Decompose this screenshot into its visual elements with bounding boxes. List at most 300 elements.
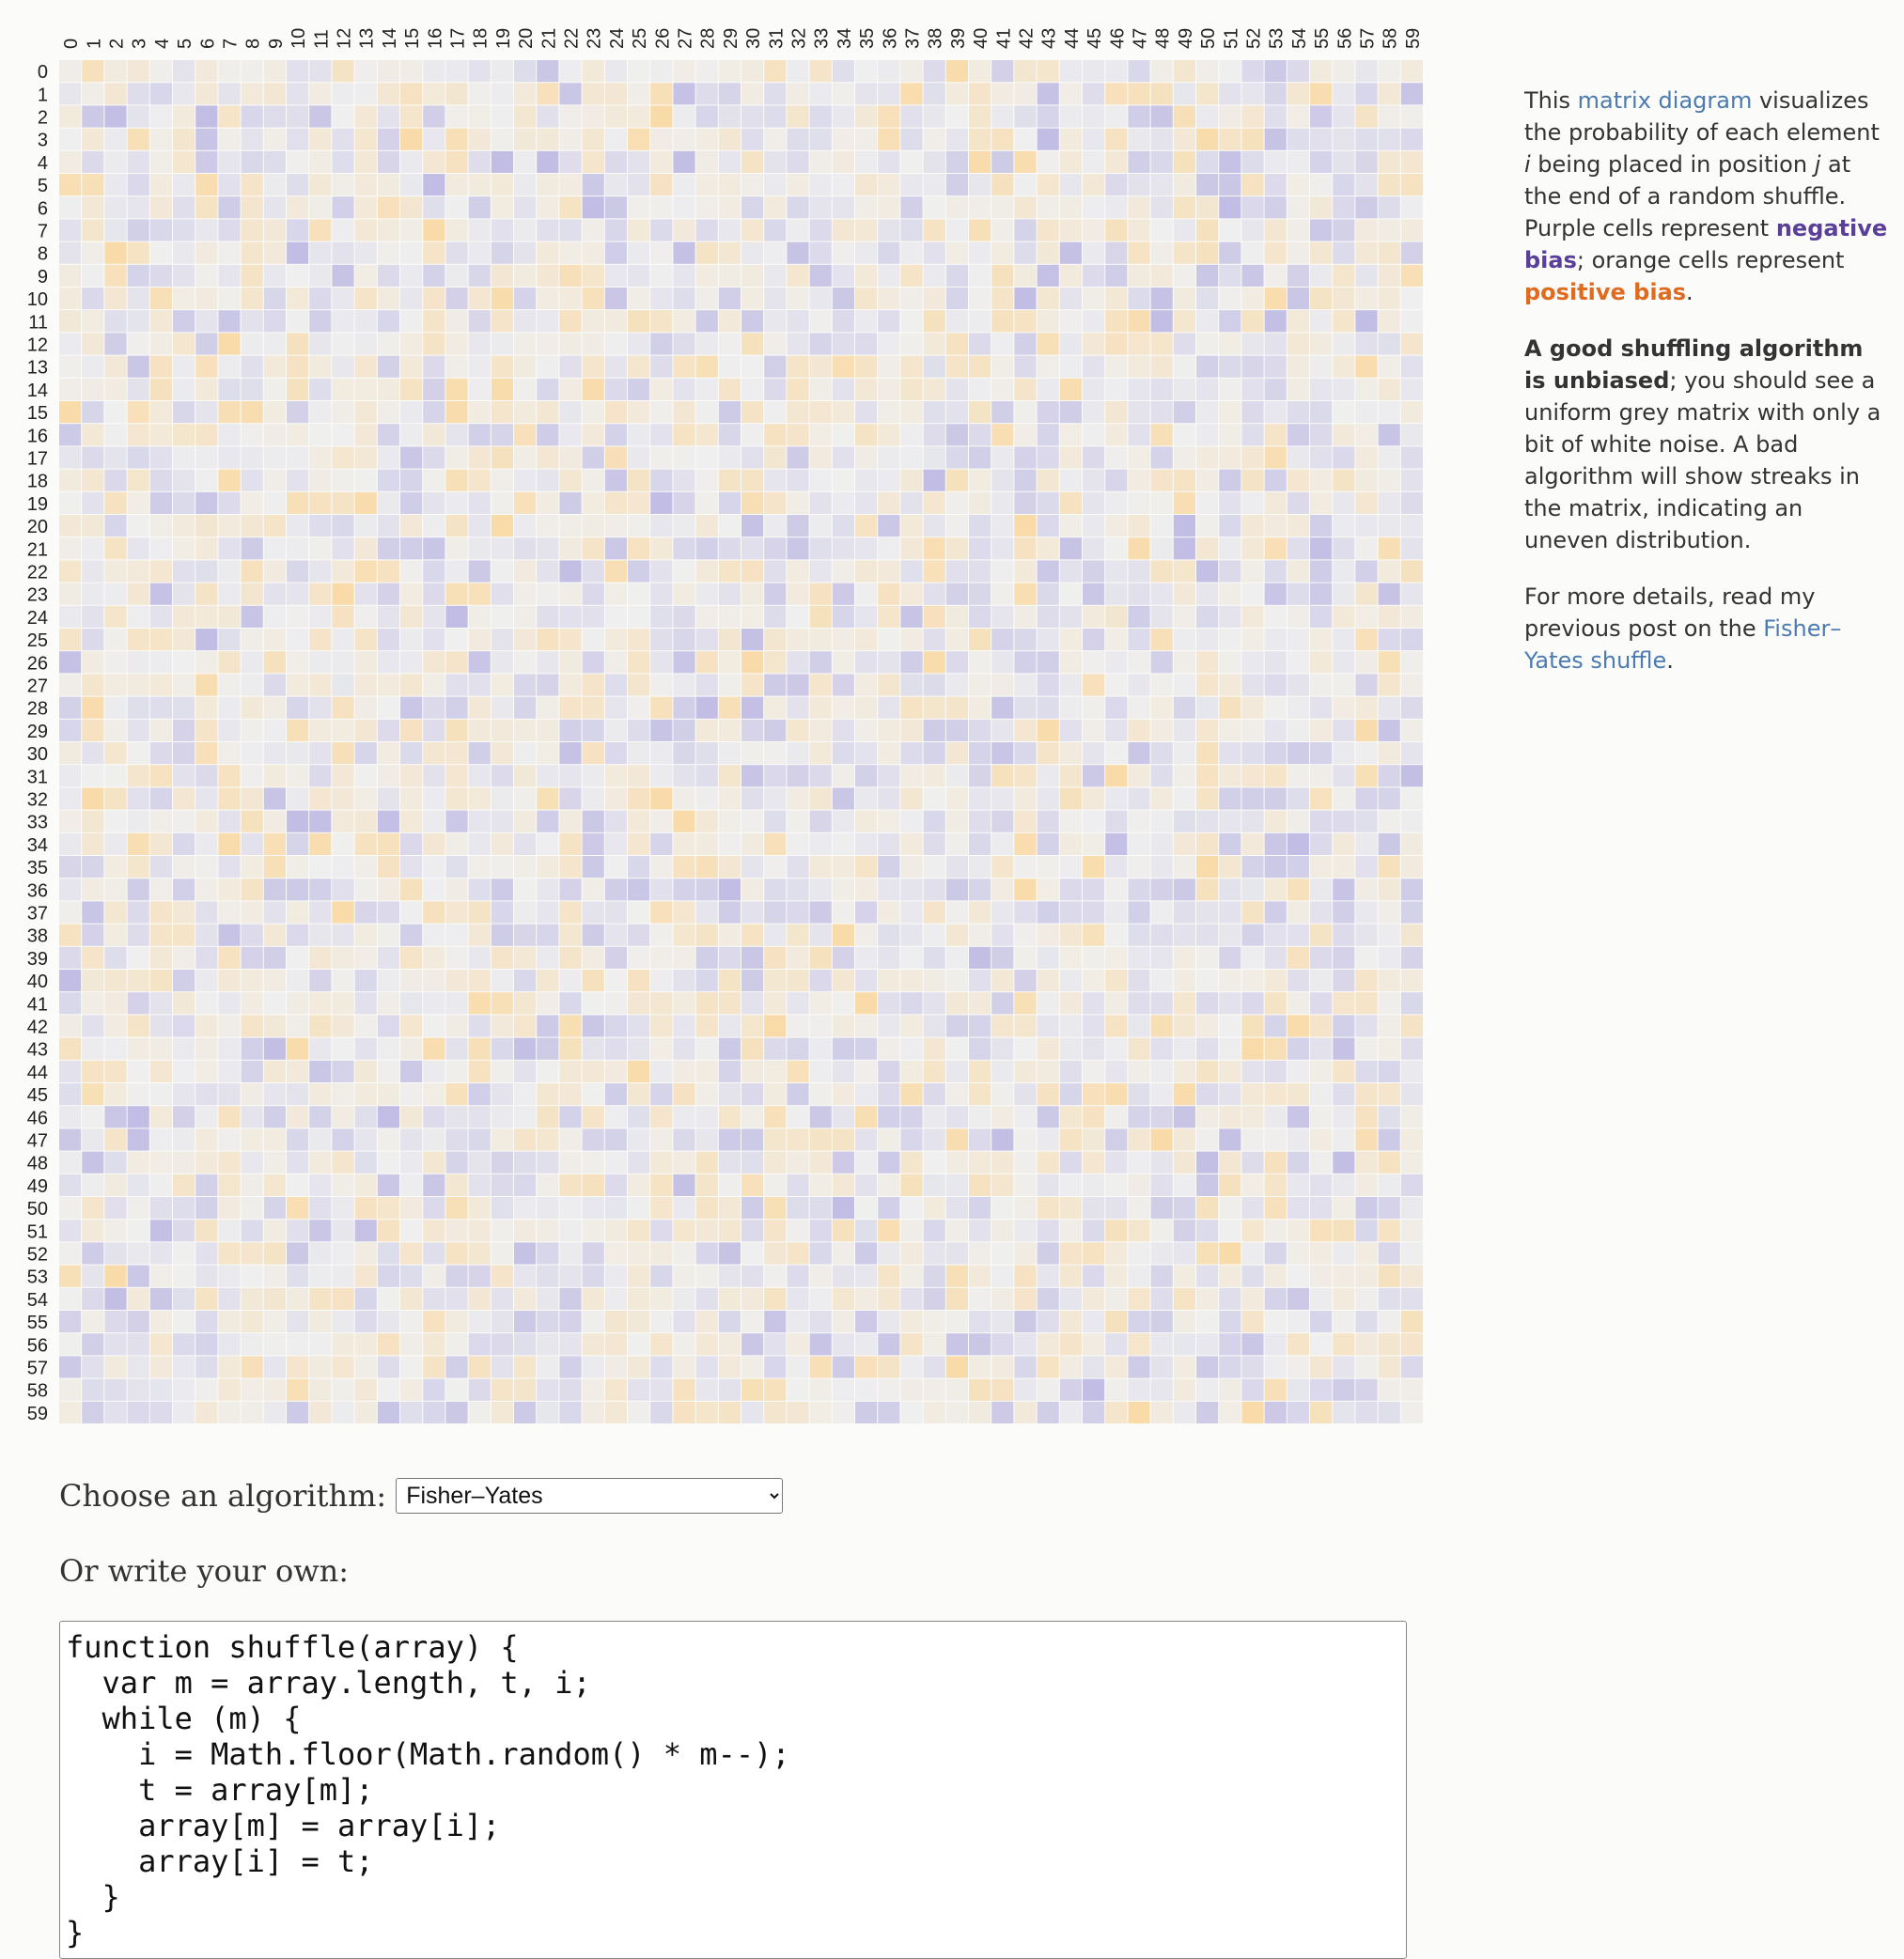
matrix-cell xyxy=(855,515,877,536)
matrix-cell xyxy=(1265,333,1287,354)
matrix-cell xyxy=(583,265,604,287)
matrix-cell xyxy=(82,105,103,127)
matrix-cell xyxy=(991,606,1013,628)
matrix-cell xyxy=(218,970,240,991)
matrix-cell xyxy=(696,492,718,514)
matrix-cell xyxy=(1241,1311,1263,1332)
matrix-cell xyxy=(82,537,103,559)
matrix-cell xyxy=(969,583,991,605)
matrix-cell xyxy=(1083,1356,1104,1377)
matrix-cell xyxy=(810,401,832,423)
matrix-cell xyxy=(150,1266,172,1287)
matrix-cell xyxy=(833,60,854,82)
matrix-cell xyxy=(400,356,422,378)
matrix-cell xyxy=(1379,947,1400,969)
matrix-cell xyxy=(810,1402,832,1423)
matrix-cell xyxy=(59,856,81,878)
matrix-cell xyxy=(128,742,149,764)
matrix-cell xyxy=(173,242,195,264)
matrix-cell xyxy=(1265,1197,1287,1219)
matrix-cell xyxy=(1038,492,1059,514)
matrix-cell xyxy=(173,151,195,173)
matrix-cell xyxy=(855,878,877,900)
matrix-cell xyxy=(1060,242,1082,264)
matrix-cell xyxy=(1219,1128,1241,1150)
matrix-cell xyxy=(173,515,195,536)
matrix-cell xyxy=(104,606,126,628)
matrix-cell xyxy=(787,856,808,878)
matrix-cell xyxy=(492,242,513,264)
matrix-cell xyxy=(878,265,899,287)
matrix-cell xyxy=(810,811,832,832)
matrix-cell xyxy=(696,1152,718,1174)
matrix-cell xyxy=(287,242,308,264)
matrix-cell xyxy=(1241,470,1263,491)
matrix-cell xyxy=(400,970,422,991)
matrix-cell xyxy=(741,470,763,491)
matrix-cell xyxy=(810,1152,832,1174)
matrix-cell xyxy=(1014,1174,1036,1196)
matrix-cell xyxy=(605,560,627,582)
matrix-cell xyxy=(128,515,149,536)
matrix-cell xyxy=(628,1061,649,1082)
matrix-cell xyxy=(1333,333,1354,354)
matrix-cell xyxy=(1083,901,1104,923)
matrix-cell xyxy=(810,606,832,628)
matrix-cell xyxy=(1174,583,1195,605)
matrix-cell xyxy=(1105,1038,1127,1060)
matrix-cell xyxy=(1401,60,1423,82)
matrix-cell xyxy=(1288,1015,1309,1036)
matrix-cell xyxy=(559,492,581,514)
matrix-cell xyxy=(833,446,854,468)
matrix-cell xyxy=(969,856,991,878)
matrix-cell xyxy=(400,878,422,900)
row-label: 15 xyxy=(26,403,48,425)
matrix-cell xyxy=(173,446,195,468)
matrix-cell xyxy=(1128,470,1149,491)
matrix-cell xyxy=(1265,196,1287,218)
matrix-cell xyxy=(1355,1038,1377,1060)
matrix-cell xyxy=(104,1266,126,1287)
matrix-cell xyxy=(1288,878,1309,900)
matrix-cell xyxy=(242,697,263,719)
matrix-cell xyxy=(492,1402,513,1423)
matrix-cell xyxy=(492,310,513,332)
matrix-cell xyxy=(559,856,581,878)
matrix-cell xyxy=(1355,424,1377,445)
matrix-cell xyxy=(469,833,491,855)
matrix-cell xyxy=(1401,1356,1423,1377)
matrix-cell xyxy=(833,1356,854,1377)
matrix-cell xyxy=(991,1061,1013,1082)
matrix-cell xyxy=(104,219,126,241)
matrix-cell xyxy=(1128,1015,1149,1036)
matrix-cell xyxy=(400,901,422,923)
matrix-cell xyxy=(764,265,786,287)
matrix-cell xyxy=(878,970,899,991)
matrix-cell xyxy=(833,515,854,536)
matrix-cell xyxy=(605,606,627,628)
matrix-cell xyxy=(969,537,991,559)
matrix-cell xyxy=(1196,1083,1218,1105)
matrix-cell xyxy=(128,242,149,264)
matrix-cell xyxy=(650,742,672,764)
matrix-cell xyxy=(1014,310,1036,332)
matrix-cell xyxy=(650,242,672,264)
matrix-cell xyxy=(991,60,1013,82)
matrix-cell xyxy=(673,379,694,400)
intro-text: at the end of a random shuffle. Purple cells represent xyxy=(1524,151,1851,241)
matrix-cell xyxy=(1355,1174,1377,1196)
matrix-cell xyxy=(1105,651,1127,673)
matrix-cell xyxy=(1333,1083,1354,1105)
row-label: 3 xyxy=(37,130,48,151)
matrix-cell xyxy=(991,288,1013,309)
matrix-cell xyxy=(1060,60,1082,82)
matrix-cell xyxy=(1355,1128,1377,1150)
matrix-cell xyxy=(1083,492,1104,514)
matrix-cell xyxy=(810,720,832,741)
matrix-cell xyxy=(1379,60,1400,82)
matrix-cell xyxy=(1265,651,1287,673)
matrix-cell xyxy=(855,446,877,468)
matrix-cell xyxy=(673,424,694,445)
matrix-cell xyxy=(242,878,263,900)
matrix-cell xyxy=(264,720,286,741)
matrix-cell xyxy=(1060,901,1082,923)
matrix-cell xyxy=(628,219,649,241)
matrix-cell xyxy=(332,83,353,104)
matrix-cell xyxy=(673,878,694,900)
matrix-cell xyxy=(1128,970,1149,991)
matrix-cell xyxy=(469,1152,491,1174)
matrix-cell xyxy=(583,583,604,605)
matrix-cell xyxy=(787,1083,808,1105)
matrix-cell xyxy=(605,651,627,673)
matrix-cell xyxy=(173,424,195,445)
matrix-cell xyxy=(400,1106,422,1127)
matrix-cell xyxy=(195,1083,217,1105)
matrix-cell xyxy=(469,1242,491,1264)
matrix-cell xyxy=(1355,492,1377,514)
matrix-cell xyxy=(264,1197,286,1219)
matrix-cell xyxy=(59,765,81,786)
matrix-cell xyxy=(1379,720,1400,741)
matrix-cell xyxy=(764,1220,786,1241)
matrix-cell xyxy=(605,1311,627,1332)
matrix-cell xyxy=(900,196,922,218)
matrix-cell xyxy=(264,992,286,1014)
matrix-cell xyxy=(1401,333,1423,354)
matrix-cell xyxy=(423,446,445,468)
matrix-cell xyxy=(1310,765,1332,786)
matrix-cell xyxy=(628,356,649,378)
matrix-cell xyxy=(946,947,968,969)
matrix-cell xyxy=(1401,629,1423,650)
matrix-cell xyxy=(128,1197,149,1219)
matrix-cell xyxy=(810,129,832,150)
matrix-cell xyxy=(969,424,991,445)
matrix-cell xyxy=(1151,1288,1173,1310)
matrix-cell xyxy=(1196,878,1218,900)
matrix-cell xyxy=(583,629,604,650)
matrix-cell xyxy=(969,742,991,764)
matrix-cell xyxy=(104,1128,126,1150)
matrix-cell xyxy=(991,379,1013,400)
matrix-cells xyxy=(59,60,1423,1423)
matrix-cell xyxy=(833,1333,854,1355)
matrix-cell xyxy=(673,219,694,241)
matrix-cell xyxy=(1038,105,1059,127)
matrix-cell xyxy=(1241,583,1263,605)
matrix-cell xyxy=(400,651,422,673)
matrix-cell xyxy=(264,310,286,332)
matrix-cell xyxy=(1128,424,1149,445)
matrix-cell xyxy=(195,765,217,786)
matrix-cell xyxy=(173,1152,195,1174)
matrix-cell xyxy=(514,424,536,445)
matrix-cell xyxy=(445,424,467,445)
matrix-cell xyxy=(628,697,649,719)
matrix-cell xyxy=(1174,401,1195,423)
matrix-cell xyxy=(1083,174,1104,195)
matrix-cell xyxy=(924,560,945,582)
matrix-cell xyxy=(423,242,445,264)
column-label: 56 xyxy=(1334,27,1356,49)
matrix-cell xyxy=(628,1266,649,1287)
matrix-cell xyxy=(969,1038,991,1060)
matrix-cell xyxy=(1379,1015,1400,1036)
matrix-cell xyxy=(605,60,627,82)
matrix-cell xyxy=(696,629,718,650)
algorithm-select[interactable] xyxy=(396,1478,783,1514)
matrix-cell xyxy=(719,878,741,900)
matrix-cell xyxy=(59,697,81,719)
matrix-cell xyxy=(696,242,718,264)
matrix-cell xyxy=(1105,992,1127,1014)
matrix-cell xyxy=(991,856,1013,878)
matrix-cell xyxy=(537,470,558,491)
matrix-cell xyxy=(1310,401,1332,423)
matrix-cell xyxy=(741,947,763,969)
fisher-yates-link[interactable]: Fisher–Yates shuffle xyxy=(1524,615,1842,674)
matrix-cell xyxy=(1038,787,1059,809)
matrix-cell xyxy=(855,720,877,741)
matrix-cell xyxy=(1333,856,1354,878)
matrix-cell xyxy=(1174,265,1195,287)
matrix-cell xyxy=(1265,1220,1287,1241)
matrix-cell xyxy=(128,1015,149,1036)
column-label: 37 xyxy=(902,27,924,49)
matrix-cell xyxy=(900,492,922,514)
matrix-cell xyxy=(878,1015,899,1036)
row-label: 23 xyxy=(26,584,48,606)
matrix-cell xyxy=(400,401,422,423)
matrix-cell xyxy=(1083,992,1104,1014)
matrix-cell xyxy=(1174,515,1195,536)
matrix-cell xyxy=(469,470,491,491)
matrix-cell xyxy=(82,856,103,878)
matrix-cell xyxy=(242,606,263,628)
matrix-cell xyxy=(583,1220,604,1241)
matrix-cell xyxy=(492,83,513,104)
matrix-cell xyxy=(104,1242,126,1264)
matrix-cell xyxy=(1241,1402,1263,1423)
matrix-cell xyxy=(900,1061,922,1082)
matrix-cell xyxy=(1219,811,1241,832)
matrix-cell xyxy=(878,1311,899,1332)
matrix-cell xyxy=(1196,333,1218,354)
matrix-cell xyxy=(1333,1242,1354,1264)
matrix-cell xyxy=(1196,742,1218,764)
matrix-cell xyxy=(1174,537,1195,559)
matrix-cell xyxy=(423,742,445,764)
matrix-cell xyxy=(82,1152,103,1174)
matrix-cell xyxy=(1151,720,1173,741)
matrix-cell xyxy=(924,901,945,923)
matrix-cell xyxy=(173,1106,195,1127)
matrix-cell xyxy=(150,470,172,491)
matrix-cell xyxy=(991,811,1013,832)
matrix-cell xyxy=(1333,1333,1354,1355)
matrix-cell xyxy=(946,787,968,809)
matrix-cell xyxy=(764,401,786,423)
matrix-cell xyxy=(1128,515,1149,536)
matrix-cell xyxy=(218,583,240,605)
matrix-cell xyxy=(1288,356,1309,378)
column-label: 23 xyxy=(584,27,605,49)
matrix-cell xyxy=(173,1288,195,1310)
matrix-cell xyxy=(1014,1038,1036,1060)
matrix-cell xyxy=(492,356,513,378)
matrix-cell xyxy=(1379,83,1400,104)
matrix-cell xyxy=(355,1083,377,1105)
matrix-cell xyxy=(1083,811,1104,832)
matrix-cell xyxy=(833,1061,854,1082)
matrix-cell xyxy=(1288,947,1309,969)
matrix-cell xyxy=(1310,1152,1332,1174)
matrix-cell xyxy=(128,970,149,991)
column-label: 43 xyxy=(1038,27,1060,49)
row-label: 42 xyxy=(26,1017,48,1038)
matrix-cell xyxy=(764,1061,786,1082)
matrix-cell xyxy=(537,105,558,127)
matrix-cell xyxy=(787,560,808,582)
matrix-cell xyxy=(218,992,240,1014)
matrix-cell xyxy=(628,83,649,104)
matrix-cell xyxy=(400,787,422,809)
matrix-cell xyxy=(287,787,308,809)
matrix-cell xyxy=(878,901,899,923)
matrix-cell xyxy=(82,515,103,536)
matrix-cell xyxy=(1196,1015,1218,1036)
matrix-cell xyxy=(810,878,832,900)
matrix-cell xyxy=(378,470,399,491)
matrix-cell xyxy=(469,970,491,991)
matrix-cell xyxy=(287,811,308,832)
matrix-cell xyxy=(924,446,945,468)
matrix-cell xyxy=(650,515,672,536)
matrix-cell xyxy=(1083,1311,1104,1332)
matrix-cell xyxy=(833,947,854,969)
matrix-cell xyxy=(378,1242,399,1264)
matrix-cell xyxy=(583,878,604,900)
matrix-cell xyxy=(400,219,422,241)
matrix-cell xyxy=(445,1311,467,1332)
matrix-cell xyxy=(1105,470,1127,491)
matrix-cell xyxy=(1105,1061,1127,1082)
matrix-cell xyxy=(445,83,467,104)
matrix-cell xyxy=(810,424,832,445)
matrix-cell xyxy=(469,515,491,536)
matrix-cell xyxy=(764,947,786,969)
matrix-cell xyxy=(355,1379,377,1401)
matrix-cell xyxy=(1265,787,1287,809)
matrix-cell xyxy=(309,401,331,423)
intro-text: . xyxy=(1686,279,1693,305)
matrix-cell xyxy=(878,833,899,855)
matrix-cell xyxy=(969,60,991,82)
matrix-cell xyxy=(946,151,968,173)
matrix-cell xyxy=(969,1379,991,1401)
matrix-cell xyxy=(287,1288,308,1310)
matrix-cell xyxy=(1128,629,1149,650)
matrix-cell xyxy=(1379,811,1400,832)
matrix-cell xyxy=(173,1174,195,1196)
matrix-cell xyxy=(764,424,786,445)
matrix-cell xyxy=(264,424,286,445)
matrix-cell xyxy=(924,1356,945,1377)
matrix-cell xyxy=(309,1288,331,1310)
matrix-cell xyxy=(1014,697,1036,719)
matrix-cell xyxy=(1038,1266,1059,1287)
matrix-cell xyxy=(355,1015,377,1036)
matrix-cell xyxy=(287,1242,308,1264)
matrix-cell xyxy=(1060,1152,1082,1174)
matrix-cell xyxy=(218,242,240,264)
matrix-cell xyxy=(969,947,991,969)
matrix-cell xyxy=(492,1152,513,1174)
matrix-cell xyxy=(855,196,877,218)
matrix-cell xyxy=(1174,1197,1195,1219)
column-label: 54 xyxy=(1288,27,1310,49)
matrix-cell xyxy=(332,1311,353,1332)
matrix-cell xyxy=(59,356,81,378)
matrix-cell xyxy=(969,992,991,1014)
code-editor[interactable] xyxy=(59,1621,1407,1959)
row-label: 50 xyxy=(26,1199,48,1220)
matrix-cell xyxy=(1310,629,1332,650)
matrix-cell xyxy=(537,1083,558,1105)
matrix-cell xyxy=(264,537,286,559)
matrix-cell xyxy=(673,970,694,991)
matrix-cell xyxy=(1014,742,1036,764)
matrix-cell xyxy=(104,1402,126,1423)
matrix-cell xyxy=(1083,219,1104,241)
row-label: 51 xyxy=(26,1221,48,1243)
matrix-cell xyxy=(650,720,672,741)
matrix-cell xyxy=(605,537,627,559)
matrix-cell xyxy=(1310,925,1332,946)
matrix-cell xyxy=(1105,697,1127,719)
matrix-cell xyxy=(309,105,331,127)
matrix-cell xyxy=(242,242,263,264)
matrix-cell xyxy=(1219,833,1241,855)
matrix-cell xyxy=(719,970,741,991)
matrix-diagram-link[interactable]: matrix diagram xyxy=(1577,87,1753,114)
intro-text: ; orange cells represent xyxy=(1576,247,1845,273)
